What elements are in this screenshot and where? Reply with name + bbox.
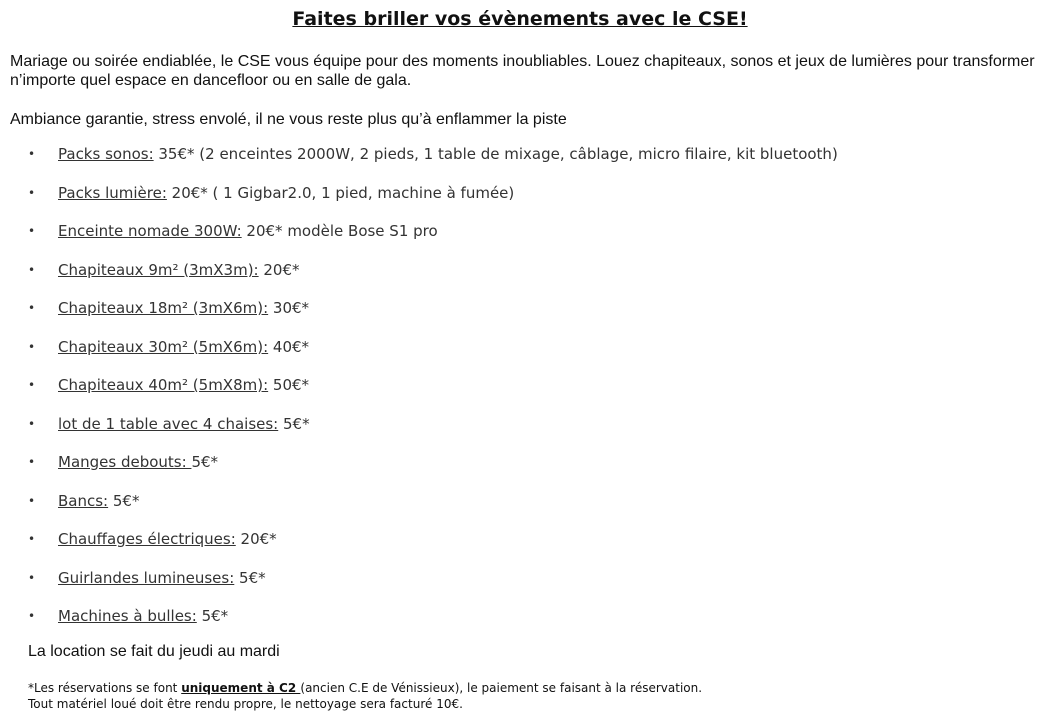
item-label: Chapiteaux 40m² (5mX8m):: [58, 376, 269, 394]
list-item: [0, 183, 1040, 222]
bullet-icon: •: [28, 339, 36, 354]
item-value: 20€*: [235, 530, 277, 548]
item-value: 35€* (2 enceintes 2000W, 2 pieds, 1 table de mixage, câblage, micro filaire, kit bluetooth): [153, 145, 838, 163]
ambiance-paragraph: Ambiance garantie, stress envolé, il ne vous reste plus qu’à enflammer la piste: [10, 111, 567, 128]
bullet-icon: •: [28, 416, 36, 431]
item-value: 20€* modèle Bose S1 pro: [241, 222, 438, 240]
item-label: Chapiteaux 9m² (3mX3m):: [58, 260, 259, 279]
list-item: [0, 491, 1040, 530]
list-item: [0, 414, 1040, 453]
bullet-icon: •: [28, 147, 36, 161]
item-value: 5€*: [196, 607, 229, 625]
item-text: [58, 183, 514, 203]
item-label: Chapiteaux 18m² (3mX6m):: [58, 299, 269, 317]
item-text: [58, 144, 838, 164]
bullet-icon: •: [28, 493, 36, 508]
list-item: [0, 337, 1040, 376]
rental-items-list: [0, 144, 1040, 645]
footer-line-2: Tout matériel loué doit être rendu propre, le nettoyage sera facturé 10€.: [28, 697, 463, 711]
bullet-icon: •: [28, 378, 36, 392]
list-item: [0, 144, 1040, 183]
item-text: [58, 529, 277, 549]
item-value: 5€*: [234, 568, 266, 587]
footer-suffix: (ancien C.E de Vénissieux), le paiement se faisant à la réservation.: [300, 681, 703, 695]
item-value: 50€*: [268, 376, 310, 394]
footer-notes: [28, 680, 702, 712]
item-label: Packs lumière:: [58, 183, 167, 202]
item-text: [58, 414, 310, 434]
list-item: [0, 529, 1040, 568]
list-item: [0, 375, 1040, 414]
intro-paragraph: Mariage ou soirée endiablée, le CSE vous équipe pour des moments inoubliables. Louez chapiteaux, sonos et jeux de lumières pour transformer n’importe quel espace en dancefloor ou en salle de gala.: [10, 53, 1035, 89]
bullet-icon: •: [28, 262, 36, 277]
item-text: [58, 606, 228, 626]
item-text: [58, 452, 218, 472]
item-label: Packs sonos:: [58, 145, 154, 163]
footer-prefix: *Les réservations se font: [28, 681, 182, 695]
list-item: [0, 221, 1040, 260]
bullet-icon: •: [28, 185, 36, 200]
item-text: [58, 568, 266, 588]
bullet-icon: •: [28, 532, 36, 546]
page-title: Faites briller vos évènements avec le CSE!: [292, 8, 748, 30]
item-value: 30€*: [268, 299, 310, 317]
bullet-icon: •: [28, 570, 36, 585]
item-text: [58, 298, 309, 318]
item-value: 40€*: [268, 337, 310, 356]
bullet-icon: •: [28, 609, 36, 623]
item-text: [58, 221, 438, 241]
list-item: [0, 606, 1040, 645]
item-text: [58, 260, 300, 280]
item-text: [58, 375, 309, 395]
item-value: 5€*: [108, 491, 140, 510]
item-label: Chauffages électriques:: [58, 530, 236, 548]
footer-line-1: [28, 680, 702, 696]
item-label: Manges debouts:: [58, 453, 192, 471]
item-value: 5€*: [278, 414, 310, 433]
footer-emphasis: uniquement à C2: [181, 681, 301, 695]
item-label: Chapiteaux 30m² (5mX6m):: [58, 337, 269, 356]
item-value: 5€*: [191, 453, 219, 471]
bullet-icon: •: [28, 301, 36, 315]
item-label: Machines à bulles:: [58, 607, 197, 625]
item-label: Bancs:: [58, 491, 109, 510]
item-value: 20€* ( 1 Gigbar2.0, 1 pied, machine à fumée): [166, 183, 515, 202]
item-text: [58, 337, 309, 357]
item-label: Guirlandes lumineuses:: [58, 568, 235, 587]
list-item: [0, 298, 1040, 337]
item-label: lot de 1 table avec 4 chaises:: [58, 414, 279, 433]
list-item: [0, 568, 1040, 607]
list-item: [0, 452, 1040, 491]
bullet-icon: •: [28, 224, 36, 238]
item-label: Enceinte nomade 300W:: [58, 222, 242, 240]
location-note: La location se fait du jeudi au mardi: [28, 643, 280, 660]
item-text: [58, 491, 139, 511]
item-value: 20€*: [258, 260, 300, 279]
list-item: [0, 260, 1040, 299]
bullet-icon: •: [28, 455, 36, 469]
